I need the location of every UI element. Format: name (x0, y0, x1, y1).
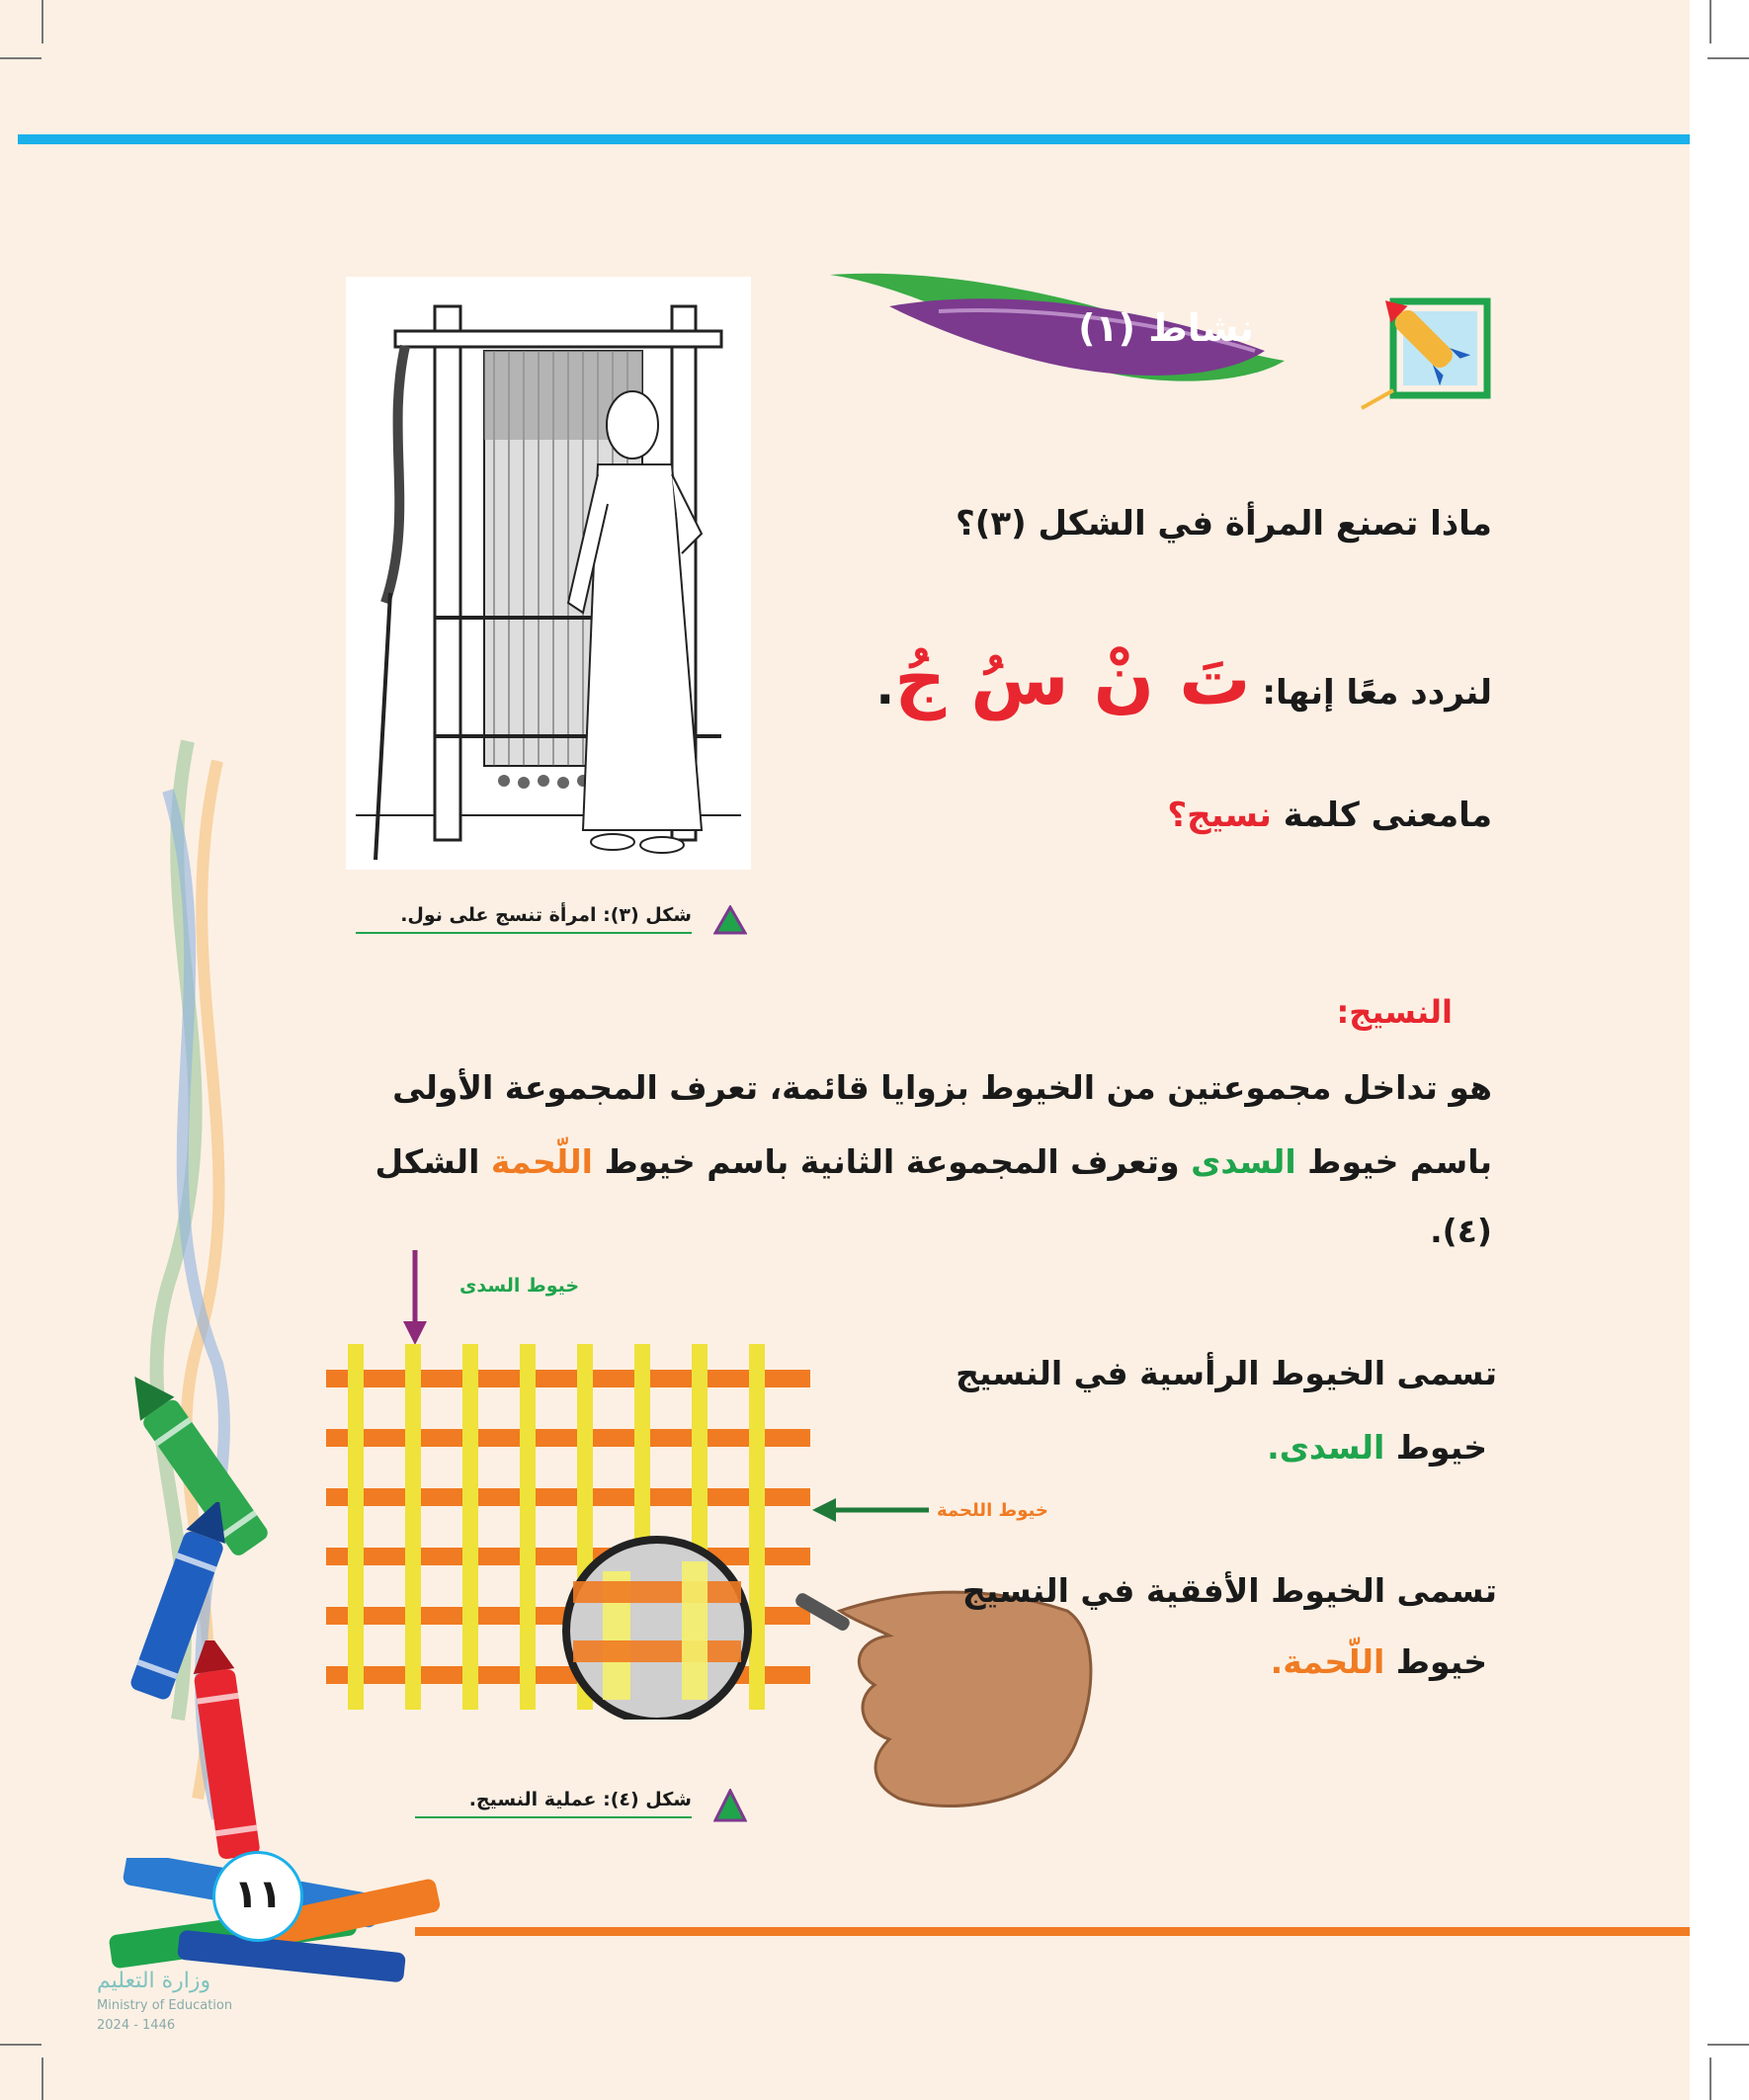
vertical-threads-prefix: خيوط (1395, 1428, 1487, 1467)
repeat-prefix: لنردد معًا إنها: (1262, 673, 1492, 713)
year-label: 2024 - 1446 (97, 2018, 176, 2033)
definition-weft-term: اللّحمة (490, 1142, 593, 1181)
warp-label: خيوط السدى (459, 1275, 580, 1297)
definition-text-e: الشكل (375, 1142, 480, 1181)
vertical-threads-term: السدى (1279, 1428, 1385, 1467)
crop-mark (1709, 2058, 1711, 2100)
meaning-prefix: مامعنى كلمة (1283, 796, 1492, 835)
repeat-suffix: . (875, 658, 895, 715)
question-what-woman-does: ماذا تصنع المرأة في الشكل (٣)؟ (956, 504, 1492, 544)
crop-mark (42, 2058, 43, 2100)
definition-line-1: هو تداخل مجموعتين من الخيوط بزوايا قائمة، تعرف المجموعة الأولى (392, 1068, 1492, 1107)
vertical-threads-period: . (1267, 1428, 1280, 1467)
page-number-badge (212, 1851, 303, 1942)
bottom-orange-rule (415, 1927, 1690, 1936)
rocket-icon (1354, 282, 1497, 410)
caption-triangle-icon (713, 905, 747, 935)
definition-text-c: وتعرف المجموعة الثانية باسم خيوط (604, 1142, 1180, 1181)
crop-mark (42, 0, 43, 43)
definition-warp-term: السدى (1191, 1142, 1296, 1181)
page-number: ١١ (233, 1872, 283, 1917)
definition-line-2 (247, 1127, 1492, 1198)
definition-text-a: باسم خيوط (1307, 1142, 1492, 1181)
spelled-letters: تَ نْ سُ جُ (894, 637, 1251, 720)
red-crayon-icon (168, 1640, 287, 1878)
crop-mark (0, 2044, 42, 2046)
crop-mark (0, 57, 42, 59)
horizontal-threads-prefix: خيوط (1395, 1642, 1487, 1681)
weft-label: خيوط اللحمة (937, 1500, 1048, 1521)
horizontal-threads-note: تسمى الخيوط الأفقية في النسيج (961, 1571, 1497, 1610)
horizontal-threads-term: اللّحمة (1283, 1642, 1385, 1681)
figure3-caption: شكل (٣): امرأة تنسج على نول. (356, 904, 692, 934)
weft-arrow-icon (810, 1495, 929, 1525)
crop-mark (1707, 2044, 1749, 2046)
question-meaning-of-word (702, 796, 1492, 835)
meaning-keyword: نسيج؟ (1167, 796, 1272, 835)
figure4-caption: شكل (٤): عملية النسيج. (415, 1789, 692, 1818)
activity-title: نشاط (١) (1078, 306, 1254, 350)
horizontal-threads-period: . (1270, 1642, 1284, 1681)
weave-diagram (326, 1344, 820, 1720)
warp-arrow-icon (400, 1250, 430, 1349)
vertical-threads-name (894, 1428, 1487, 1467)
loom-woman-illustration (346, 277, 751, 870)
caption-triangle-icon (713, 1789, 747, 1822)
horizontal-threads-name (894, 1642, 1487, 1681)
crop-mark (1709, 0, 1711, 43)
crop-mark (1707, 57, 1749, 59)
vertical-threads-note: تسمى الخيوط الرأسية في النسيج (956, 1354, 1497, 1392)
top-blue-rule (18, 134, 1690, 144)
ministry-name-ar: وزارة التعليم (97, 1969, 211, 1993)
definition-line-3: (٤). (1430, 1212, 1492, 1250)
ministry-name-en: Ministry of Education (97, 1998, 233, 2013)
definition-heading: النسيج: (1336, 993, 1453, 1031)
repeat-together-line (603, 637, 1492, 720)
